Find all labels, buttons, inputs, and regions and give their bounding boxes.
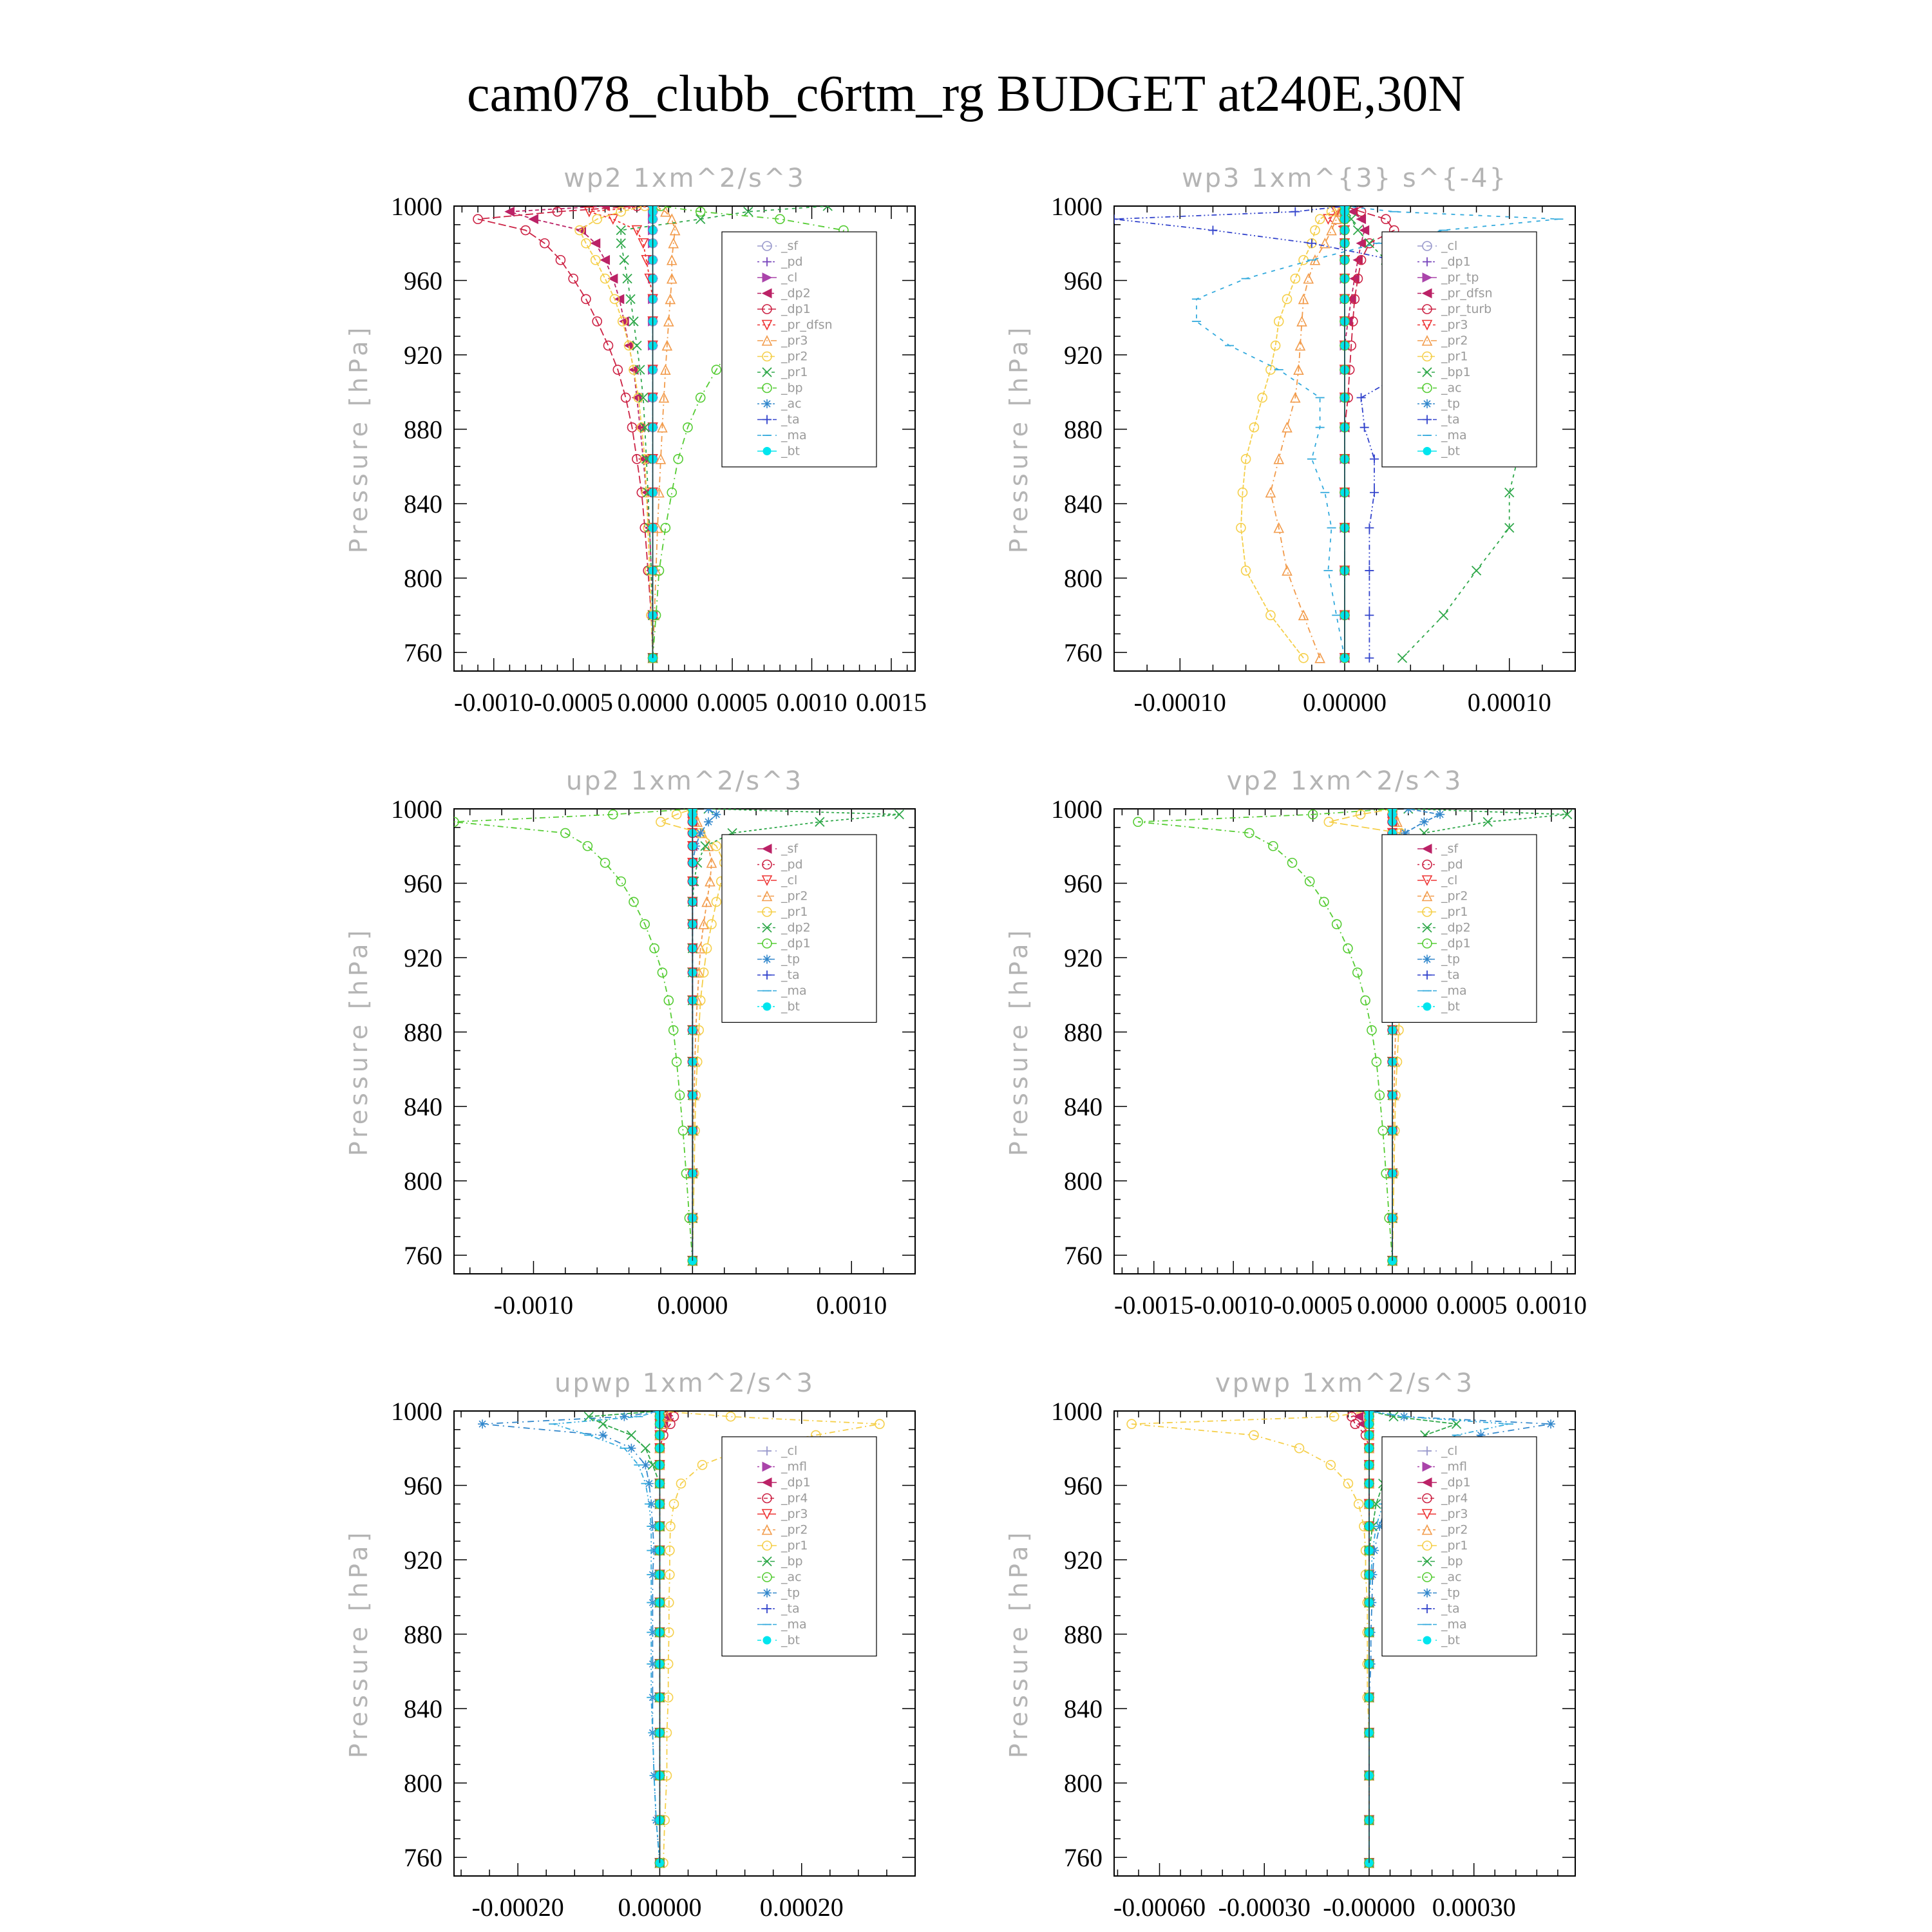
series-point-ta — [1110, 214, 1119, 223]
x-tick-label: 0.0005 — [697, 688, 768, 717]
legend — [722, 1437, 876, 1656]
legend-entry: _pr_dfsn — [781, 317, 833, 332]
legend-entry: _dp1 — [1441, 254, 1471, 269]
y-tick-label: 960 — [404, 1471, 442, 1501]
legend-entry: _tp — [1441, 952, 1461, 967]
series-line-tp — [482, 1411, 659, 1863]
series-point-pr1 — [620, 256, 629, 265]
legend-entry: _pr2 — [1441, 889, 1468, 904]
y-tick-label: 960 — [1064, 1471, 1103, 1501]
legend-entry: _ta — [1441, 1602, 1460, 1616]
legend-entry: _dp1 — [781, 1475, 811, 1490]
legend-entry: _pr1 — [781, 1539, 808, 1553]
legend-swatch-marker — [763, 1003, 771, 1010]
x-tick-label: -0.0010 — [454, 688, 534, 717]
series-point-bp — [627, 1431, 636, 1440]
legend-entry: _pr2 — [781, 1522, 808, 1537]
y-tick-label: 840 — [1064, 1694, 1103, 1724]
chart-panel-2 — [1005, 164, 1575, 717]
y-tick-label: 920 — [404, 943, 442, 973]
y-tick-label: 880 — [404, 415, 442, 444]
x-tick-label: -0.0005 — [533, 688, 613, 717]
series-point-dp1 — [603, 341, 612, 350]
y-tick-label: 880 — [404, 1018, 442, 1047]
legend-entry: _ta — [1441, 412, 1460, 427]
x-tick-label: 0.0010 — [776, 688, 848, 717]
series-point-tp — [598, 1431, 607, 1440]
legend-entry: _sf — [781, 239, 799, 253]
series-line-pr1 — [1241, 206, 1345, 658]
x-tick-label: 0.0010 — [816, 1291, 887, 1320]
series-line-bp — [589, 1411, 659, 1863]
legend-entry: _pr2 — [1441, 334, 1468, 348]
series-point-ta — [1365, 566, 1374, 575]
legend-entry: _ma — [1441, 428, 1467, 442]
legend-entry: _bt — [781, 999, 800, 1014]
legend-entry: _dp1 — [1441, 1475, 1471, 1490]
series-point-dp1 — [1269, 842, 1278, 851]
legend-entry: _pd — [781, 857, 803, 872]
x-tick-label: 0.0000 — [1357, 1291, 1428, 1320]
legend-entry: _tp — [1441, 397, 1461, 411]
series-point-pr1 — [707, 920, 716, 929]
series-point-ta — [1360, 423, 1369, 432]
legend-entry: _cl — [1441, 873, 1458, 887]
series-point-pr_dfsn — [609, 214, 618, 223]
series-point-dp1 — [583, 842, 592, 851]
series-point-ta — [1208, 226, 1217, 235]
x-tick-label: -0.00000 — [1323, 1893, 1416, 1922]
y-axis-label: Pressure [hPa] — [345, 926, 373, 1157]
series-point-dp1 — [616, 877, 625, 886]
series-point-tp — [704, 804, 713, 813]
series-point-tp — [478, 1419, 487, 1428]
series-point-pr1 — [1354, 1499, 1363, 1508]
series-point-bp — [667, 488, 676, 497]
legend-entry: _pr2 — [781, 349, 808, 364]
series-point-pr2 — [1283, 566, 1292, 575]
series-point-bp1 — [1398, 654, 1407, 663]
y-tick-label: 760 — [404, 638, 442, 668]
x-tick-label: -0.0010 — [493, 1291, 574, 1320]
series-line-dp1 — [1138, 809, 1392, 1261]
series-point-pr2 — [1327, 226, 1336, 235]
x-tick-label: -0.0015 — [1114, 1291, 1194, 1320]
series-point-pr2 — [1266, 488, 1275, 497]
series-point-dp1 — [672, 1057, 681, 1066]
series-point-pr1 — [1291, 274, 1300, 283]
series-point-pr2 — [1283, 423, 1292, 432]
series-point-dp1 — [658, 968, 667, 977]
legend-entry: _ac — [1441, 381, 1462, 395]
panel-title: up2 1xm^2/s^3 — [565, 766, 804, 796]
legend-entry: _dp2 — [781, 920, 811, 935]
chart-panel-1 — [345, 164, 927, 717]
x-tick-label: -0.00030 — [1218, 1893, 1311, 1922]
y-tick-label: 880 — [1064, 415, 1103, 444]
legend-entry: _pr1 — [781, 365, 808, 379]
figure-title: cam078_clubb_c6rtm_rg BUDGET at240E,30N — [466, 66, 1466, 122]
legend-swatch-marker — [762, 1589, 772, 1598]
series-point-dp1 — [621, 393, 630, 402]
x-tick-label: 0.00000 — [618, 1893, 702, 1922]
x-tick-label: 0.0005 — [1436, 1291, 1508, 1320]
legend-entry: _bt — [1441, 1633, 1461, 1647]
series-point-tp — [620, 1412, 629, 1421]
chart-panel-6 — [1005, 1368, 1575, 1922]
y-tick-label: 880 — [1064, 1018, 1103, 1047]
series-point-ta — [1370, 488, 1379, 497]
legend-entry: _bp1 — [1441, 365, 1471, 379]
legend-entry: _pr1 — [781, 905, 808, 919]
y-tick-label: 760 — [1064, 638, 1103, 668]
y-tick-label: 800 — [1064, 1768, 1103, 1798]
legend-swatch-marker — [1423, 1003, 1431, 1010]
series-point-pr_turb — [1381, 214, 1390, 223]
y-tick-label: 880 — [1064, 1620, 1103, 1649]
legend-swatch-marker — [762, 955, 772, 964]
y-tick-label: 920 — [1064, 1546, 1103, 1575]
series-line-ma — [553, 1411, 659, 1863]
legend-entry: _pd — [1441, 857, 1463, 872]
x-tick-label: 0.0000 — [617, 688, 688, 717]
series-point-dp2 — [895, 810, 904, 819]
legend — [1382, 1437, 1537, 1656]
series-point-ta — [1365, 611, 1374, 620]
legend-entry: _pr2 — [1441, 1522, 1468, 1537]
legend-swatch-marker — [763, 1636, 771, 1644]
series-point-dp1 — [1343, 944, 1352, 953]
y-tick-label: 800 — [1064, 564, 1103, 593]
legend-entry: _bp — [1441, 1554, 1463, 1569]
series-point-tp — [1435, 810, 1444, 819]
legend-entry: _ta — [781, 968, 800, 982]
y-tick-label: 1000 — [391, 1397, 442, 1426]
series-point-dp1 — [1353, 968, 1362, 977]
series-point-dp1 — [569, 274, 578, 283]
legend-swatch-marker — [1423, 399, 1432, 408]
y-tick-label: 880 — [404, 1620, 442, 1649]
y-tick-label: 800 — [1064, 1166, 1103, 1196]
series-point-pr1 — [1311, 226, 1320, 235]
legend-entry: _bt — [781, 444, 800, 459]
y-tick-label: 760 — [1064, 1241, 1103, 1271]
panel-title: wp3 1xm^{3} s^{-4} — [1181, 164, 1508, 193]
series-point-tp — [712, 810, 721, 819]
x-tick-label: 0.0000 — [657, 1291, 728, 1320]
legend-entry: _ma — [781, 983, 807, 998]
series-point-tp — [1546, 1419, 1555, 1428]
legend-entry: _ma — [781, 428, 807, 442]
x-tick-label: 0.00030 — [1432, 1893, 1516, 1922]
series-point-dp2 — [529, 214, 538, 223]
legend-entry: _pr1 — [1441, 349, 1468, 364]
legend-entry: _tp — [781, 1586, 800, 1600]
legend-swatch-marker — [762, 399, 772, 408]
x-tick-label: -0.00010 — [1133, 688, 1226, 717]
legend-swatch-marker — [1423, 1589, 1432, 1598]
y-tick-label: 1000 — [391, 795, 442, 824]
legend-swatch-marker — [763, 448, 771, 455]
y-tick-label: 960 — [404, 869, 442, 898]
legend-entry: _pd — [781, 254, 803, 269]
chart-panel-5 — [345, 1368, 915, 1922]
series-point-pr1 — [1294, 1444, 1303, 1453]
legend-entry: _dp2 — [781, 286, 811, 301]
legend — [1382, 232, 1537, 467]
x-tick-label: -0.00060 — [1113, 1893, 1206, 1922]
y-axis-label: Pressure [hPa] — [345, 1528, 373, 1759]
y-tick-label: 840 — [1064, 489, 1103, 519]
y-axis-label: Pressure [hPa] — [1005, 323, 1033, 554]
legend-entry: _pr3 — [1441, 1507, 1468, 1521]
legend-entry: _ta — [781, 1602, 800, 1616]
series-point-pr2 — [1320, 239, 1329, 248]
legend-entry: _bp — [781, 381, 803, 395]
series-point-pr2 — [1316, 654, 1325, 663]
legend-swatch-marker — [1423, 955, 1432, 964]
series-point-bp1 — [1365, 239, 1374, 248]
series-line-dp1 — [454, 809, 692, 1261]
y-tick-label: 800 — [404, 1768, 442, 1798]
x-tick-label: 0.0010 — [1515, 1291, 1587, 1320]
series-point-ta — [1357, 393, 1366, 402]
legend-entry: _pr3 — [781, 334, 808, 348]
y-tick-label: 800 — [404, 1166, 442, 1196]
x-tick-label: 0.0015 — [855, 688, 927, 717]
legend-entry: _ac — [781, 397, 802, 411]
legend-entry: _pr4 — [781, 1491, 808, 1506]
legend — [722, 232, 876, 467]
series-point-pr1 — [712, 897, 721, 906]
series-point-bp — [674, 455, 683, 464]
series-point-tp — [696, 829, 705, 838]
y-tick-label: 760 — [404, 1843, 442, 1873]
legend — [1382, 835, 1537, 1023]
y-tick-label: 1000 — [1051, 192, 1103, 221]
legend-entry: _dp2 — [1441, 920, 1471, 935]
legend-entry: _cl — [1441, 239, 1458, 253]
legend-entry: _pr_turb — [1441, 302, 1492, 316]
x-tick-label: 0.00010 — [1467, 688, 1551, 717]
y-tick-label: 1000 — [1051, 795, 1103, 824]
x-tick-label: -0.0010 — [1193, 1291, 1273, 1320]
series-point-tp — [1419, 817, 1428, 826]
series-point-dp2 — [601, 256, 610, 265]
legend-entry: _cl — [781, 1444, 798, 1458]
legend-entry: _ta — [1441, 968, 1460, 982]
series-line-pr2 — [1271, 206, 1345, 658]
legend-entry: _dp1 — [1441, 936, 1471, 951]
y-tick-label: 800 — [404, 564, 442, 593]
y-tick-label: 840 — [404, 1694, 442, 1724]
legend-entry: _cl — [781, 270, 798, 285]
legend-entry: _bt — [781, 1633, 800, 1647]
legend-entry: _pr1 — [1441, 905, 1468, 919]
series-point-pr1 — [1249, 423, 1258, 432]
panels-container — [345, 164, 1587, 1922]
legend-entry: _ac — [781, 1570, 802, 1584]
series-line-pr1 — [1132, 1411, 1369, 1863]
series-point-tp — [1404, 804, 1413, 813]
y-tick-label: 760 — [1064, 1843, 1103, 1873]
y-tick-label: 840 — [1064, 1092, 1103, 1122]
legend-entry: _sf — [781, 842, 799, 856]
legend-entry: _bp — [781, 1554, 803, 1569]
panel-title: upwp 1xm^2/s^3 — [554, 1368, 815, 1398]
series-point-tp — [704, 817, 713, 826]
legend-entry: _dp1 — [781, 936, 811, 951]
legend-entry: _tp — [781, 952, 800, 967]
y-tick-label: 920 — [404, 1546, 442, 1575]
legend-entry: _pr4 — [1441, 1491, 1468, 1506]
series-point-bp — [641, 1444, 650, 1453]
legend-entry: _sf — [1441, 842, 1459, 856]
series-point-pr1 — [1316, 214, 1325, 223]
y-tick-label: 920 — [1064, 341, 1103, 370]
legend-swatch-marker — [1423, 448, 1431, 455]
series-point-pr2 — [1304, 274, 1313, 283]
panel-title: wp2 1xm^2/s^3 — [564, 164, 806, 193]
x-tick-label: -0.00020 — [471, 1893, 564, 1922]
series-point-dp1 — [556, 256, 565, 265]
y-tick-label: 960 — [1064, 869, 1103, 898]
legend-entry: _bt — [1441, 444, 1461, 459]
series-point-bp1 — [1472, 566, 1481, 575]
panel-title: vp2 1xm^2/s^3 — [1226, 766, 1463, 796]
x-tick-label: 0.00020 — [759, 1893, 844, 1922]
legend-entry: _bt — [1441, 999, 1461, 1014]
legend-entry: _ta — [781, 412, 800, 427]
y-tick-label: 840 — [404, 489, 442, 519]
x-tick-label: 0.00000 — [1303, 688, 1387, 717]
legend-entry: _pr_tp — [1441, 270, 1479, 285]
legend-entry: _cl — [1441, 1444, 1458, 1458]
legend-entry: _pr_dfsn — [1441, 286, 1493, 301]
y-axis-label: Pressure [hPa] — [1005, 926, 1033, 1157]
y-axis-label: Pressure [hPa] — [345, 323, 373, 554]
y-tick-label: 960 — [1064, 266, 1103, 296]
legend-entry: _pr2 — [781, 889, 808, 904]
series-point-pr1 — [656, 817, 665, 826]
series-point-ta — [1365, 524, 1374, 533]
legend-entry: _pr1 — [1441, 1539, 1468, 1553]
series-point-dp1 — [1372, 1057, 1381, 1066]
y-tick-label: 1000 — [391, 192, 442, 221]
legend-entry: _dp1 — [781, 302, 811, 316]
legend-entry: _mfl — [781, 1459, 807, 1474]
series-point-ta — [1365, 654, 1374, 663]
panel-title: vpwp 1xm^2/s^3 — [1215, 1368, 1475, 1398]
chart-panel-4 — [1005, 766, 1587, 1320]
legend-entry: _mfl — [1441, 1459, 1467, 1474]
legend — [722, 835, 876, 1023]
y-tick-label: 960 — [404, 266, 442, 296]
legend-entry: _ma — [1441, 983, 1467, 998]
y-axis-label: Pressure [hPa] — [1005, 1528, 1033, 1759]
y-tick-label: 760 — [404, 1241, 442, 1271]
y-tick-label: 840 — [404, 1092, 442, 1122]
legend-entry: _cl — [781, 873, 798, 887]
legend-swatch-marker — [1423, 1636, 1431, 1644]
chart-panel-3 — [345, 766, 915, 1320]
legend-entry: _pr3 — [781, 1507, 808, 1521]
series-point-ta — [1291, 207, 1300, 216]
series-point-pr_dfsn — [1357, 239, 1366, 248]
series-point-bp — [598, 1419, 607, 1428]
legend-entry: _pr3 — [1441, 317, 1468, 332]
legend-entry: _ac — [1441, 1570, 1462, 1584]
x-tick-label: -0.0005 — [1273, 1291, 1353, 1320]
y-tick-label: 920 — [404, 341, 442, 370]
y-tick-label: 1000 — [1051, 1397, 1103, 1426]
series-point-bp1 — [1439, 611, 1448, 620]
y-tick-label: 920 — [1064, 943, 1103, 973]
legend-entry: _tp — [1441, 1586, 1461, 1600]
series-point-ta — [1370, 455, 1379, 464]
legend-entry: _ma — [781, 1617, 807, 1632]
legend-entry: _ma — [1441, 1617, 1467, 1632]
